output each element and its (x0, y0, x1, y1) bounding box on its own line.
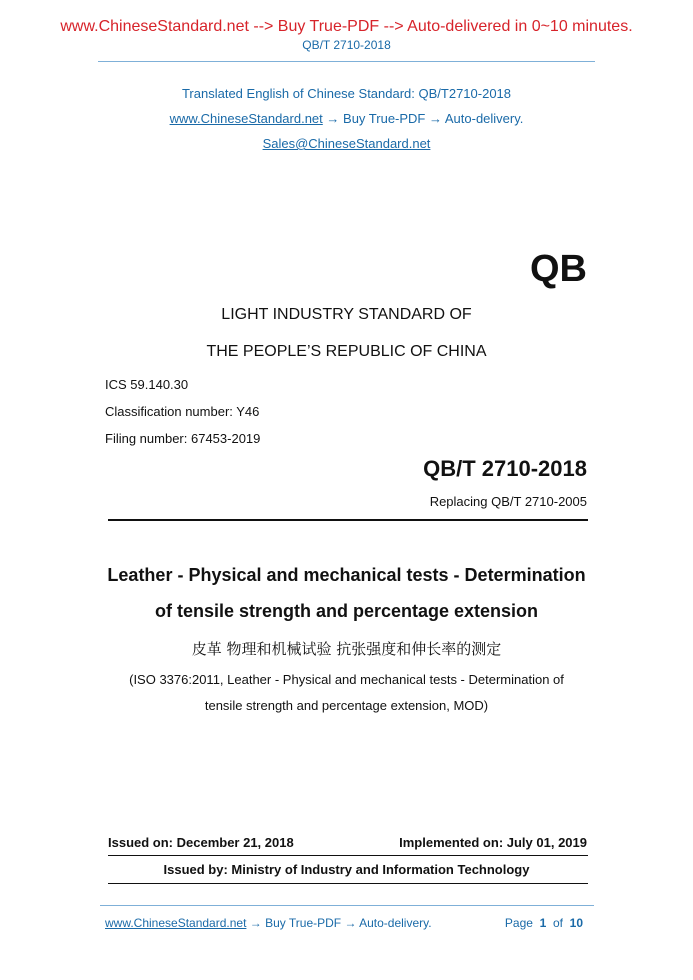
ics-code: ICS 59.140.30 (105, 377, 189, 392)
standard-number: QB/T 2710-2018 (423, 456, 587, 481)
footer-site-link[interactable]: www.ChineseStandard.net (105, 916, 247, 930)
page-total: 10 (569, 916, 583, 930)
buy-text: → Buy True-PDF → Auto-delivery. (326, 111, 524, 126)
translation-note: Translated English of Chinese Standard: QB/T2710-2018 (181, 86, 512, 101)
standard-logo-code: QB (530, 248, 587, 290)
industry-line-1: LIGHT INDUSTRY STANDARD OF (221, 306, 472, 323)
top-banner[interactable]: www.ChineseStandard.net --> Buy True-PDF --> Auto-delivered in 0~10 minutes. (60, 18, 633, 35)
title-divider (108, 519, 588, 521)
page-indicator (505, 916, 583, 930)
sales-email-link[interactable]: Sales@ChineseStandard.net (262, 136, 431, 151)
dates-divider (108, 855, 588, 856)
title-cn: 皮革 物理和机械试验 抗张强度和伸长率的测定 (191, 640, 502, 658)
industry-line-2: THE PEOPLE’S REPUBLIC OF CHINA (206, 343, 487, 360)
footer-links (105, 916, 432, 930)
page-current: 1 (539, 916, 547, 930)
page-label: Page (504, 916, 533, 930)
issuing-authority: Issued by: Ministry of Industry and Information Technology (163, 862, 530, 877)
site-link[interactable]: www.ChineseStandard.net (169, 111, 323, 126)
issued-date: Issued on: December 21, 2018 (108, 835, 294, 850)
page-of: of (552, 916, 563, 930)
classification-number: Classification number: Y46 (105, 404, 260, 419)
sales-line (0, 136, 693, 151)
authority-divider (108, 883, 588, 884)
footer-buy-text: → Buy True-PDF → Auto-delivery. (246, 916, 432, 930)
filing-number: Filing number: 67453-2019 (105, 431, 261, 446)
replacing-standard: Replacing QB/T 2710-2005 (429, 494, 587, 509)
title-en-line-1: Leather - Physical and mechanical tests - Determination (107, 565, 586, 585)
header-standard-code: QB/T 2710-2018 (302, 38, 391, 52)
title-en-line-2: of tensile strength and percentage extension (154, 601, 539, 621)
footer-divider (100, 905, 594, 906)
implemented-date: Implemented on: July 01, 2019 (399, 835, 587, 850)
buy-links-line (0, 111, 693, 126)
iso-reference-line-2: tensile strength and percentage extension, MOD) (204, 698, 489, 713)
iso-reference-line-1: (ISO 3376:2011, Leather - Physical and mechanical tests - Determination of (129, 672, 564, 687)
header-divider (98, 61, 595, 62)
